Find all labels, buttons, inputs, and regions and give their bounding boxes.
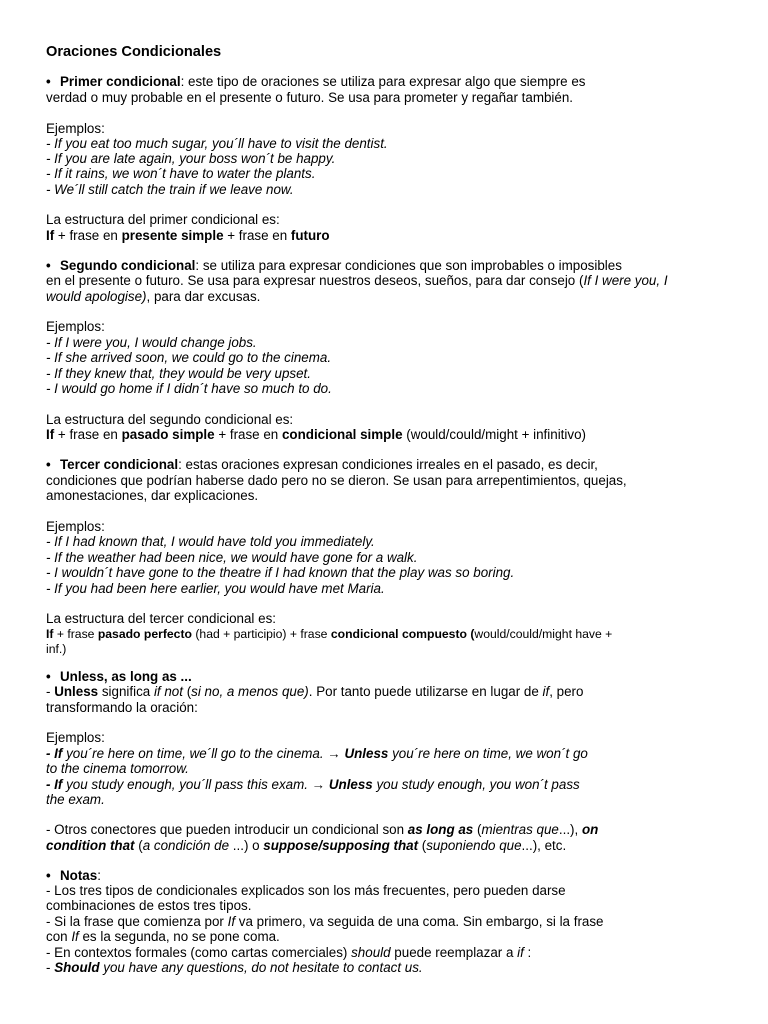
second-example-1: - If I were you, I would change jobs.: [46, 335, 257, 350]
note-1-cont: combinaciones de estos tres tipos.: [46, 898, 252, 913]
unless-example-2: - If you study enough, you´ll pass this exam. → Unless you study enough, you won´t pass: [46, 777, 580, 792]
bullet-icon: •: [46, 457, 51, 472]
second-conditional-desc-2: would apologise), para dar excusas.: [46, 289, 261, 304]
unless-example-1-cont: to the cinema tomorrow.: [46, 761, 189, 776]
third-example-1: - If I had known that, I would have told you immediately.: [46, 534, 375, 549]
note-3-example: - Should you have any questions, do not hesitate to contact us.: [46, 960, 423, 975]
third-example-4: - If you had been here earlier, you would have met Maria.: [46, 581, 385, 596]
third-structure-cont: inf.): [46, 642, 67, 656]
third-structure: If + frase pasado perfecto (had + participio) + frase condicional compuesto (would/could/might have +: [46, 627, 613, 641]
arrow-icon: →: [327, 746, 341, 761]
second-example-2: - If she arrived soon, we could go to the cinema.: [46, 350, 332, 365]
second-structure: If + frase en pasado simple + frase en condicional simple (would/could/might + infinitivo): [46, 427, 586, 442]
note-3: - En contextos formales (como cartas comerciales) should puede reemplazar a if :: [46, 945, 532, 960]
third-examples-label: Ejemplos:: [46, 519, 105, 534]
unless-examples-label: Ejemplos:: [46, 730, 105, 745]
bullet-icon: •: [46, 258, 51, 273]
unless-definition: - Unless significa if not (si no, a menos que). Por tanto puede utilizarse en lugar de if, pero: [46, 684, 584, 699]
note-1: - Los tres tipos de condicionales explicados son los más frecuentes, pero pueden darse: [46, 883, 566, 898]
second-structure-intro: La estructura del segundo condicional es:: [46, 412, 294, 427]
first-conditional-intro: • Primer condicional: este tipo de oraciones se utiliza para expresar algo que siempre es: [46, 74, 586, 89]
notes-intro: • Notas:: [46, 868, 101, 883]
third-conditional-intro: • Tercer condicional: estas oraciones expresan condiciones irreales en el pasado, es decir,: [46, 457, 598, 472]
unless-example-2-cont: the exam.: [46, 792, 105, 807]
first-conditional-heading: Primer condicional: [60, 74, 181, 89]
first-conditional-desc: verdad o muy probable en el presente o futuro. Se usa para prometer y regañar también.: [46, 90, 574, 105]
unless-heading: Unless, as long as ...: [60, 669, 192, 684]
third-example-3: - I wouldn´t have gone to the theatre if I had known that the play was so boring.: [46, 565, 515, 580]
first-examples-label: Ejemplos:: [46, 121, 105, 136]
page-title: Oraciones Condicionales: [46, 44, 222, 60]
second-examples-label: Ejemplos:: [46, 319, 105, 334]
first-structure: If + frase en presente simple + frase en futuro: [46, 228, 330, 243]
second-conditional-intro: • Segundo condicional: se utiliza para expresar condiciones que son improbables o imposibles: [46, 258, 622, 273]
third-example-2: - If the weather had been nice, we would have gone for a walk.: [46, 550, 418, 565]
third-conditional-desc: condiciones que podrían haberse dado pero no se dieron. Se usan para arrepentimientos, quejas,: [46, 473, 627, 488]
second-conditional-desc: en el presente o futuro. Se usa para expresar nuestros deseos, sueños, para dar consejo (If I were you, I: [46, 273, 668, 288]
notes-heading: Notas: [60, 868, 98, 883]
first-example-2: - If you are late again, your boss won´t be happy.: [46, 151, 336, 166]
second-example-3: - If they knew that, they would be very upset.: [46, 366, 311, 381]
bullet-icon: •: [46, 669, 51, 684]
third-conditional-desc-2: amonestaciones, dar explicaciones.: [46, 488, 259, 503]
arrow-icon: →: [311, 777, 326, 792]
first-example-4: - We´ll still catch the train if we leave now.: [46, 182, 294, 197]
note-2-cont: con If es la segunda, no se pone coma.: [46, 929, 280, 944]
note-2: - Si la frase que comienza por If va primero, va seguida de una coma. Sin embargo, si la frase: [46, 914, 604, 929]
first-example-1: - If you eat too much sugar, you´ll have to visit the dentist.: [46, 136, 388, 151]
second-example-4: - I would go home if I didn´t have so much to do.: [46, 381, 332, 396]
bullet-icon: •: [46, 868, 51, 883]
other-connectors: - Otros conectores que pueden introducir un condicional son as long as (mientras que...), on: [46, 822, 599, 837]
unless-definition-2: transformando la oración:: [46, 700, 198, 715]
other-connectors-2: condition that (a condición de ...) o suppose/supposing that (suponiendo que...), etc.: [46, 838, 567, 853]
unless-intro: [46, 669, 192, 685]
first-structure-intro: La estructura del primer condicional es:: [46, 212, 280, 227]
third-conditional-heading: Tercer condicional: [60, 457, 179, 472]
third-structure-intro: La estructura del tercer condicional es:: [46, 611, 276, 626]
second-conditional-heading: Segundo condicional: [60, 258, 196, 273]
unless-example-1: - If you´re here on time, we´ll go to the cinema. → Unless you´re here on time, we won´t go: [46, 746, 588, 761]
first-example-3: - If it rains, we won´t have to water the plants.: [46, 166, 316, 181]
bullet-icon: •: [46, 74, 51, 89]
